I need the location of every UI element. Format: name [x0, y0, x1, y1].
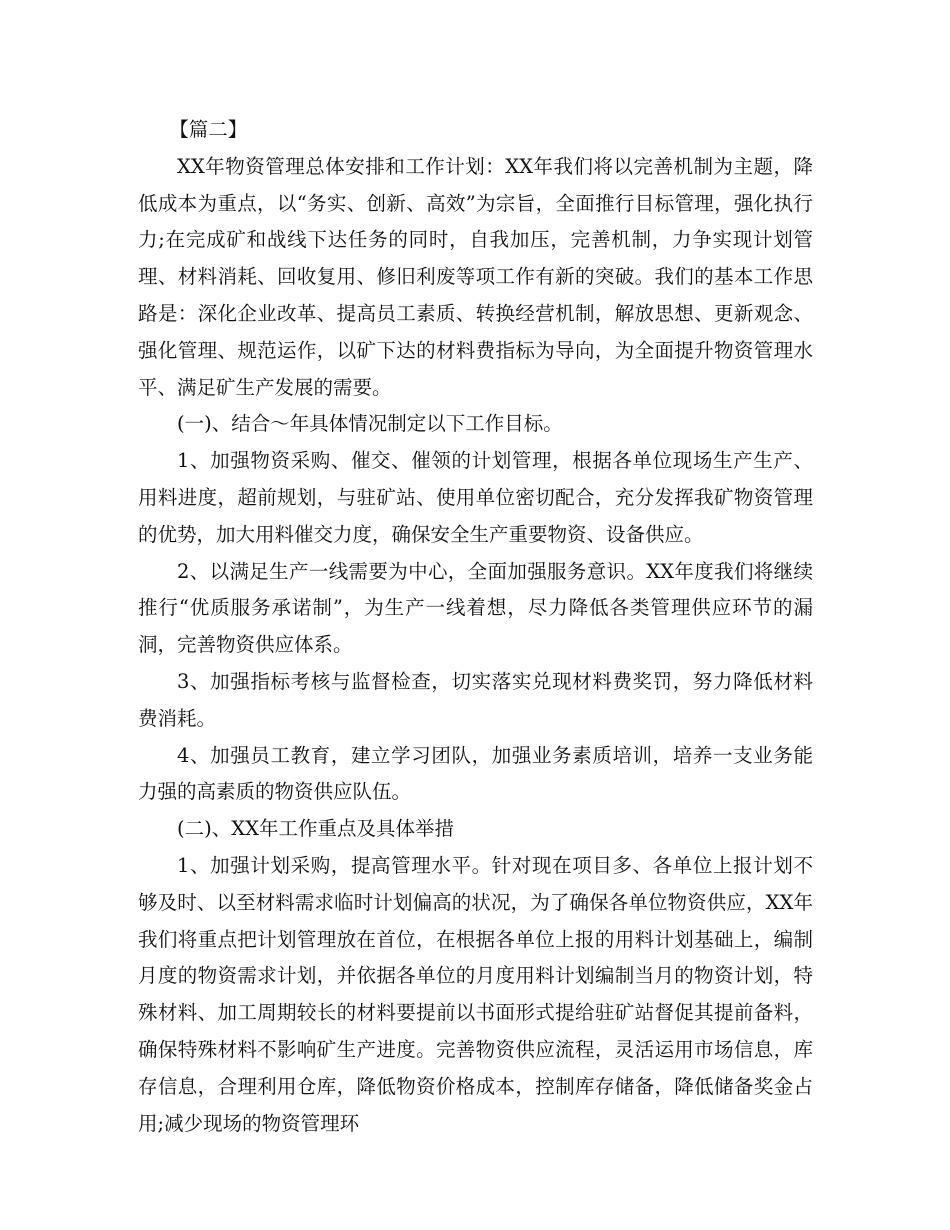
- paragraph-goal-3: 3、加强指标考核与监督检查，切实落实兑现材料费奖罚，努力降低材料费消耗。: [138, 669, 813, 730]
- paragraph-overview: XX年物资管理总体安排和工作计划：XX年我们将以完善机制为主题，降低成本为重点，以“务实、创新、高效”为宗旨，全面推行目标管理，强化执行力;在完成矿和战线下达任务的同时，自我加压，完善机制，力争实现计划管理、材料消耗、回收复用、修旧利废等项工作有新的突破。我们的基本工作思路是：深化企业改革、提高员工素质、转换经营机制，解放思想、更新观念、强化管理、规范运作，以矿下达的材料费指标为导向，为全面提升物资管理水平、满足矿生产发展的需要。: [138, 154, 813, 399]
- paragraph-goal-1: 1、加强物资采购、催交、催领的计划管理，根据各单位现场生产生产、用料进度，超前规划，与驻矿站、使用单位密切配合，充分发挥我矿物资管理的优势，加大用料催交力度，确保安全生产重要物资、设备供应。: [138, 449, 813, 546]
- paragraph-goal-2: 2、以满足生产一线需要为中心，全面加强服务意识。XX年度我们将继续推行“优质服务承诺制”，为生产一线着想，尽力降低各类管理供应环节的漏洞，完善物资供应体系。: [138, 559, 813, 657]
- paragraph-goal-4: 4、加强员工教育，建立学习团队，加强业务素质培训，培养一支业务能力强的高素质的物资供应队伍。: [138, 743, 813, 804]
- paragraph-measures-heading: (二)、XX年工作重点及具体举措: [177, 817, 454, 841]
- section-title: 【篇二】: [169, 118, 248, 141]
- paragraph-measure-1: 1、加强计划采购，提高管理水平。针对现在项目多、各单位上报计划不够及时、以至材料需求临时计划偏高的状况，为了确保各单位物资供应，XX年我们将重点把计划管理放在首位，在根据各单位上报的用料计划基础上，编制月度的物资需求计划，并依据各单位的月度用料计划编制当月的物资计划，特殊材料、加工周期较长的材料要提前以书面形式提给驻矿站督促其提前备料，确保特殊材料不影响矿生产进度。完善物资供应流程，灵活运用市场信息，库存信息，合理利用仓库，降低物资价格成本，控制库存储备，降低储备奖金占用;减少现场的物资管理环: [138, 853, 813, 1135]
- paragraph-goals-heading: (一)、结合～年具体情况制定以下工作目标。: [177, 412, 563, 436]
- document-body: [138, 112, 813, 1142]
